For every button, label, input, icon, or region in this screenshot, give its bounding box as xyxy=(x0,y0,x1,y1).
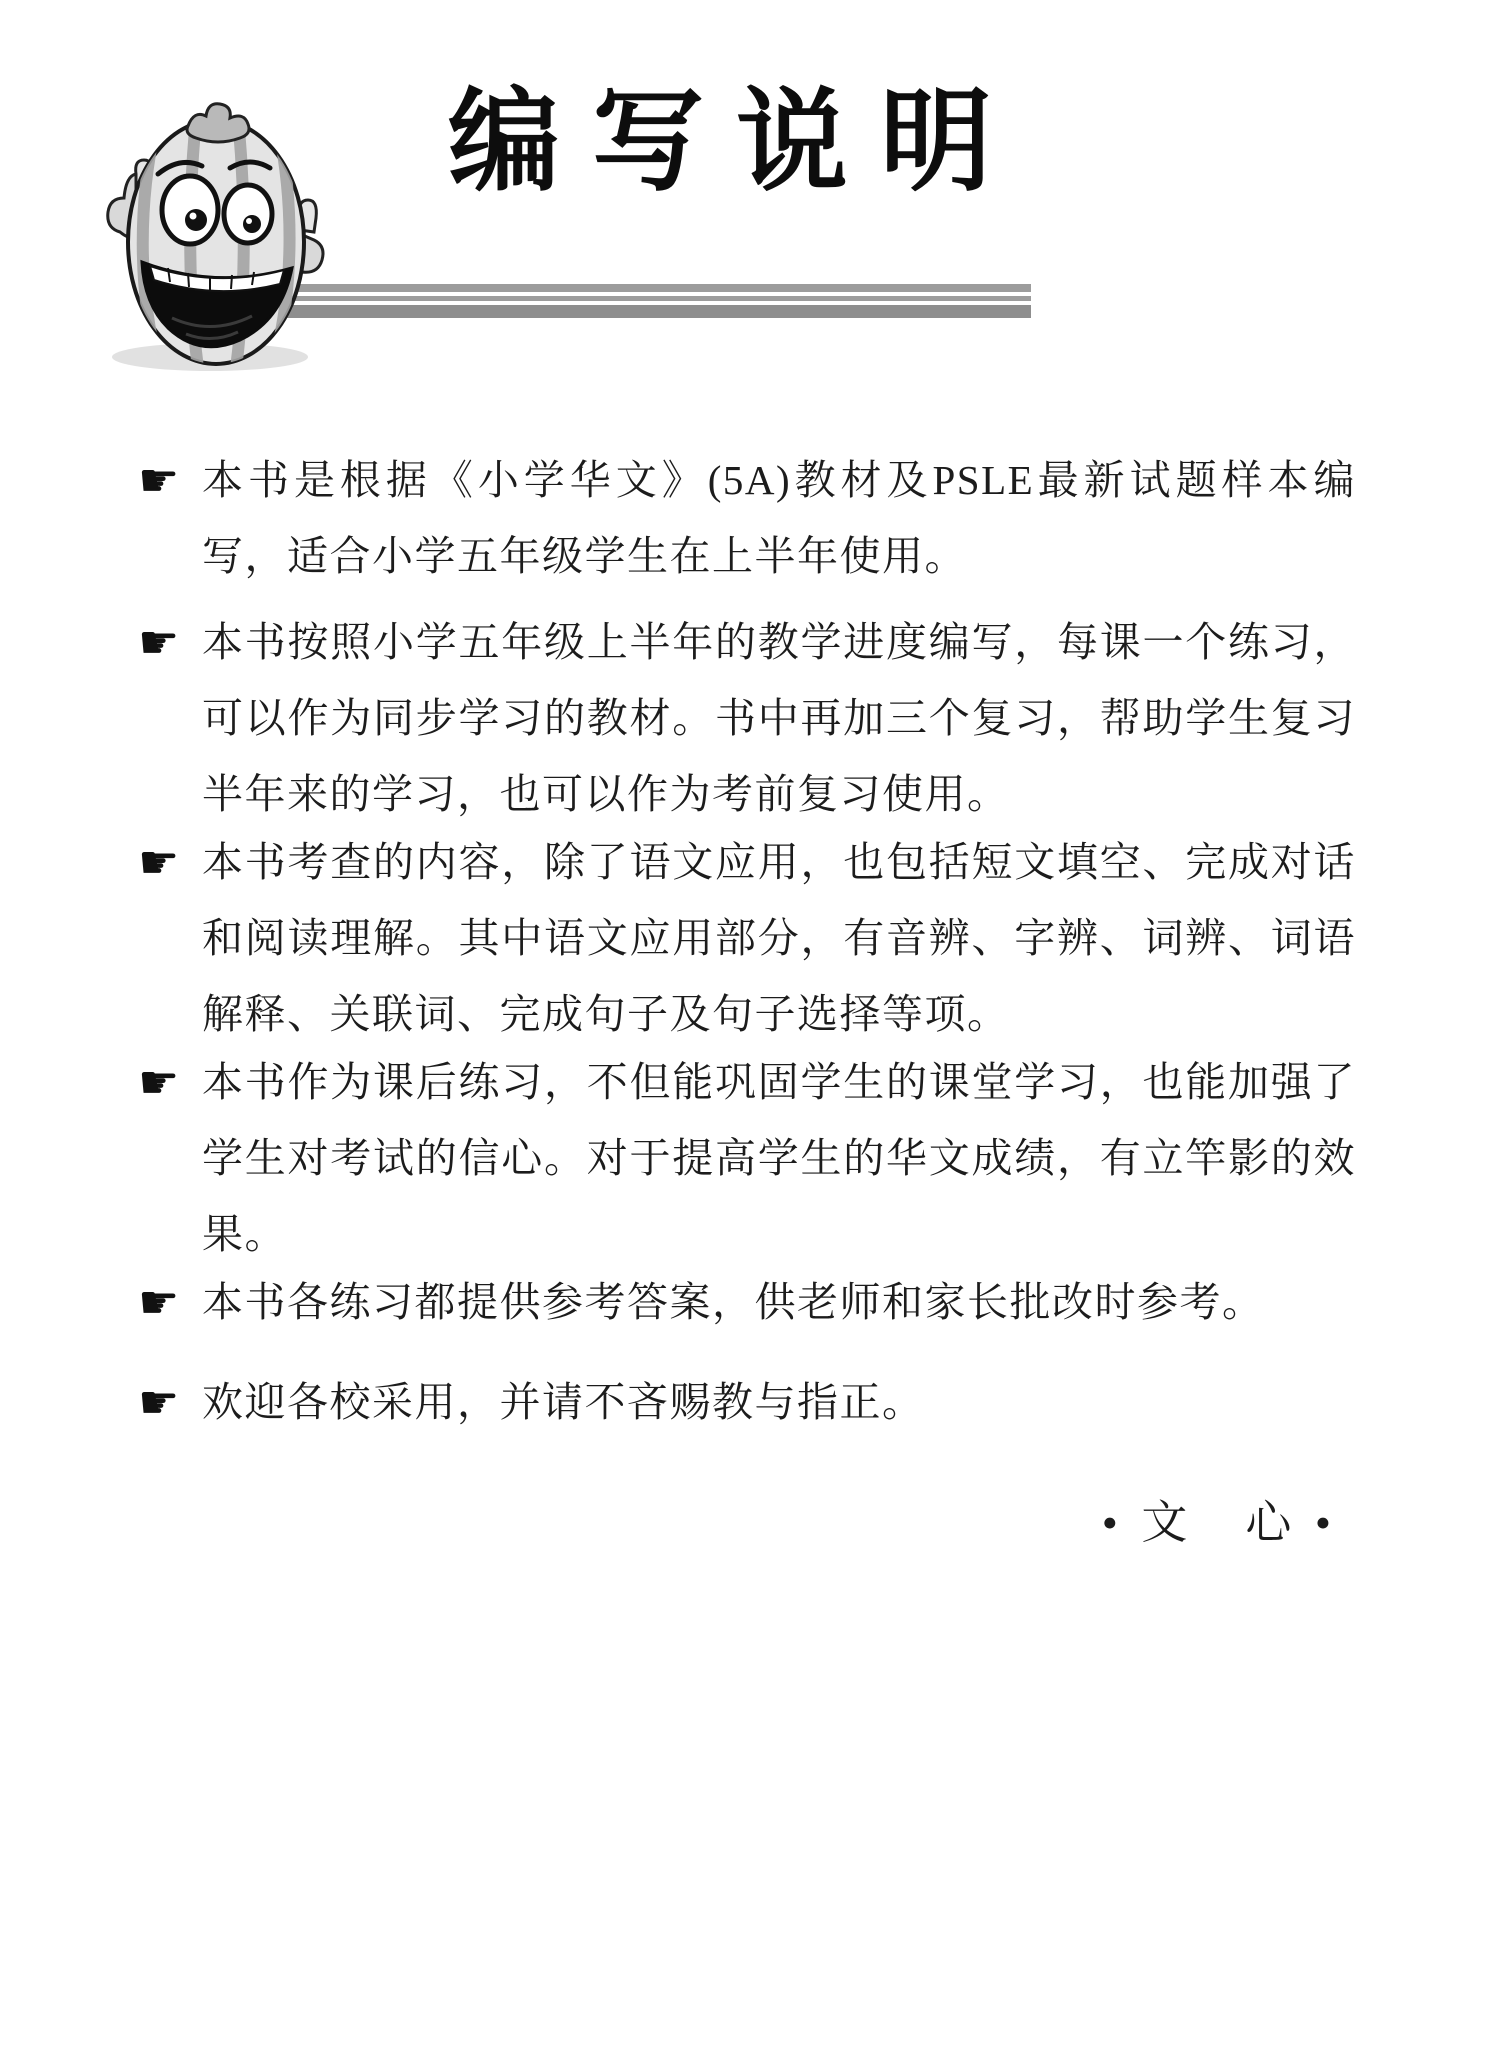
author-signature: • 文 心 • xyxy=(1101,1497,1337,1548)
bullet-text: 欢迎各校采用，并请不吝赐教与指正。 xyxy=(202,1379,925,1425)
watermelon-mascot xyxy=(92,82,340,377)
bullet-item xyxy=(138,442,1356,594)
bullet-item xyxy=(138,1264,1356,1340)
melon-face xyxy=(128,104,304,368)
pointing-hand-icon: ☛ xyxy=(138,1275,180,1329)
bullet-text: 本书是根据《小学华文》(5A)教材及PSLE最新试题样本编写，适合小学五年级学生在上半年使用。 xyxy=(202,457,1356,579)
bullet-text: 本书考查的内容，除了语文应用，也包括短文填空、完成对话和阅读理解。其中语文应用部分，有音辨、字辨、词辨、词语解释、关联词、完成句子及句子选择等项。 xyxy=(202,839,1356,1037)
pointing-hand-icon: ☛ xyxy=(138,1375,180,1429)
pointing-hand-icon: ☛ xyxy=(138,453,180,507)
bullet-text: 本书按照小学五年级上半年的教学进度编写，每课一个练习，可以作为同步学习的教材。书中再加三个复习，帮助学生复习半年来的学习，也可以作为考前复习使用。 xyxy=(202,619,1356,817)
pointing-hand-icon: ☛ xyxy=(138,615,180,669)
title-rule xyxy=(253,284,1031,318)
pointing-hand-icon: ☛ xyxy=(138,1055,180,1109)
bullet-item xyxy=(138,1364,1356,1440)
bullet-item xyxy=(138,604,1356,832)
bullet-text: 本书作为课后练习，不但能巩固学生的课堂学习，也能加强了学生对考试的信心。对于提高学生的华文成绩，有立竿影的效果。 xyxy=(202,1059,1356,1257)
pointing-hand-icon: ☛ xyxy=(138,835,180,889)
bullet-item xyxy=(138,824,1356,1052)
page-title: 编写说明 xyxy=(448,77,1024,207)
bullet-item xyxy=(138,1044,1356,1272)
bullet-text: 本书各练习都提供参考答案，供老师和家长批改时参考。 xyxy=(202,1279,1265,1325)
